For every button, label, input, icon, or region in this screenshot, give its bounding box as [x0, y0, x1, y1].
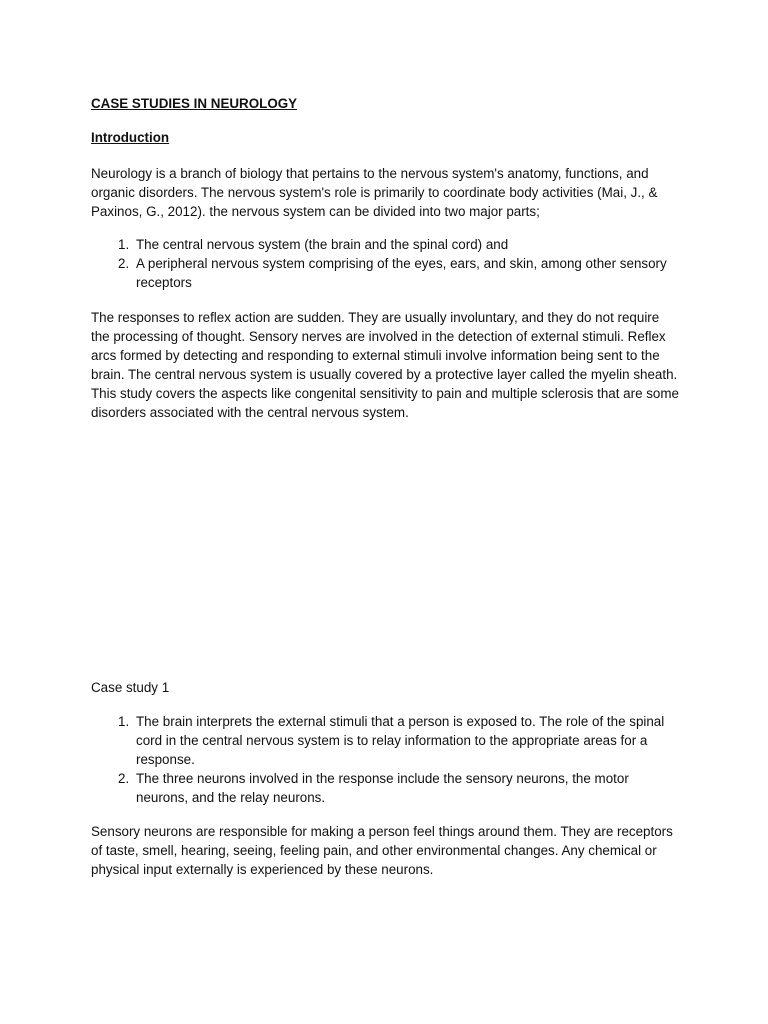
nervous-system-parts-list: [91, 235, 681, 292]
list-item-text: A peripheral nervous system comprising of the eyes, ears, and skin, among other sensory receptors: [136, 256, 667, 290]
introduction-heading: Introduction: [91, 130, 170, 145]
list-item: [91, 769, 681, 807]
case-study-list: [91, 712, 681, 807]
list-item-number: 1.: [118, 237, 130, 252]
list-item: [91, 712, 681, 769]
sensory-neurons-paragraph: Sensory neurons are responsible for making a person feel things around them. They are receptors of taste, smell, hearing, seeing, feeling pain, and other environmental changes. Any chemical or physical input externally is experienced by these neurons.: [91, 824, 673, 877]
list-item: [91, 235, 681, 254]
list-item-text: The three neurons involved in the response include the sensory neurons, the motor neurons, and the relay neurons.: [136, 771, 629, 805]
document-title: CASE STUDIES IN NEUROLOGY: [91, 96, 298, 111]
case-study-heading: Case study 1: [91, 680, 170, 695]
list-item-number: 1.: [118, 714, 130, 729]
list-item-text: The central nervous system (the brain and the spinal cord) and: [136, 237, 509, 252]
reflex-paragraph: The responses to reflex action are sudden. They are usually involuntary, and they do not require the processing of thought. Sensory nerves are involved in the detection of external stimuli. Reflex arcs formed by detecting and responding to external stimuli involve information being sent to the brain. The central nervous system is usually covered by a protective layer called the myelin sheath. This study covers the aspects like congenital sensitivity to pain and multiple sclerosis that are some disorders associated with the central nervous system.: [91, 310, 679, 420]
list-item-number: 2.: [118, 771, 130, 786]
list-item-text: The brain interprets the external stimuli that a person is exposed to. The role of the spinal cord in the central nervous system is to relay information to the appropriate areas for a response.: [136, 714, 665, 767]
list-item: [91, 254, 681, 292]
introduction-paragraph: Neurology is a branch of biology that pertains to the nervous system's anatomy, functions, and organic disorders. The nervous system's role is primarily to coordinate body activities (Mai, J., & Paxinos, G., 2012). the nervous system can be divided into two major parts;: [91, 166, 658, 219]
list-item-number: 2.: [118, 256, 130, 271]
